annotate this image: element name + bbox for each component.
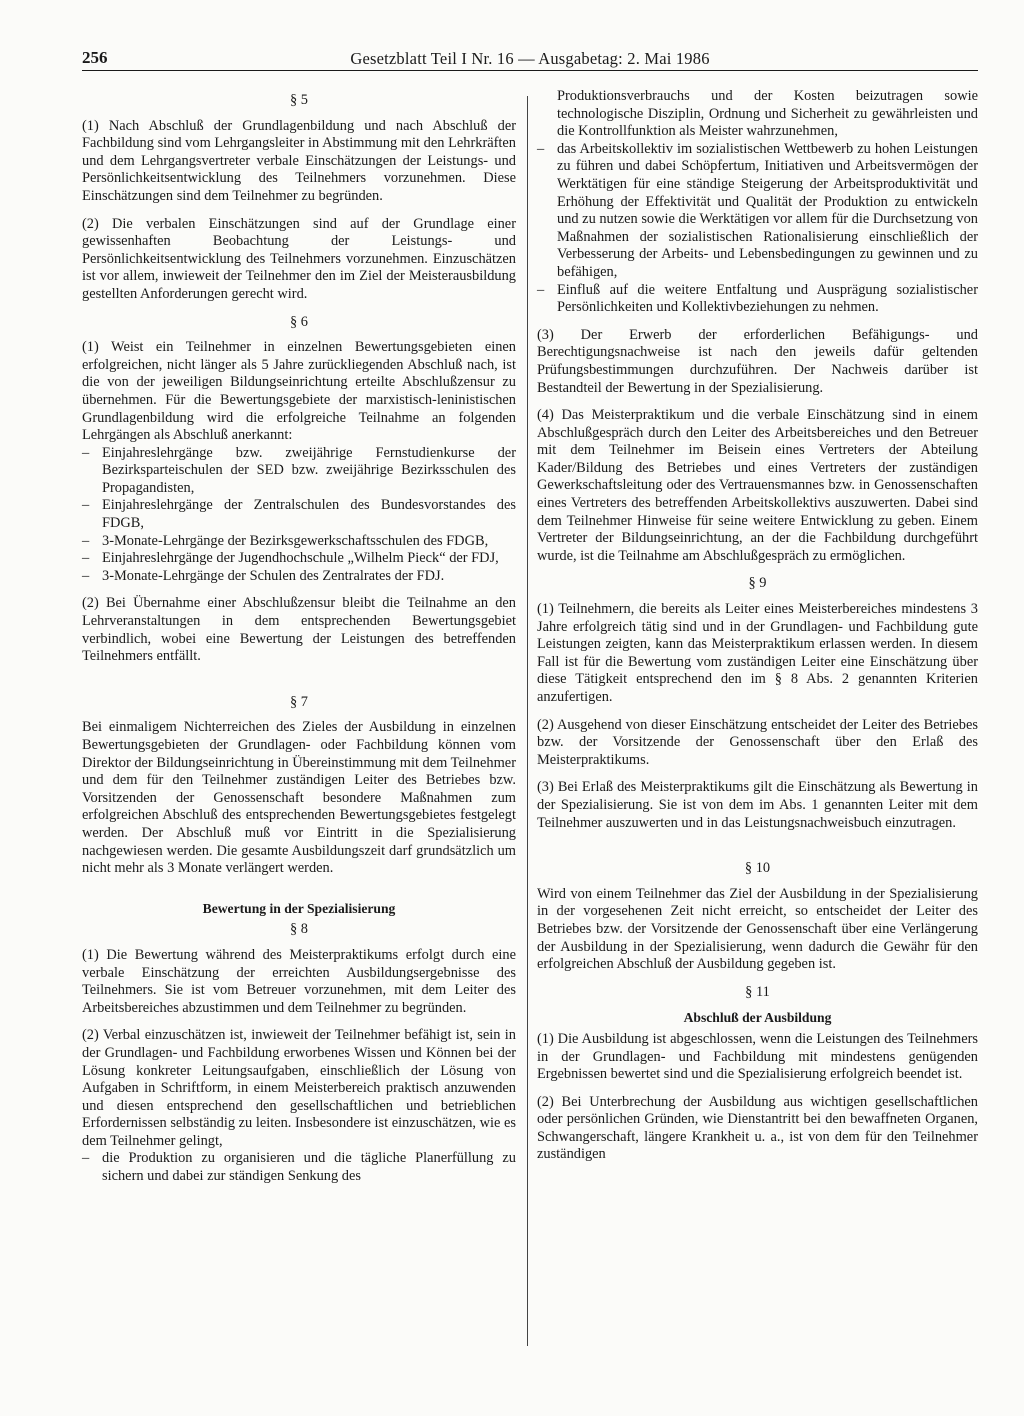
list-item: – Einjahreslehrgänge bzw. zweijährige Fernstudienkurse der Bezirksparteischulen der SED bzw. zweijährige Bezirksschulen des Propagandisten, — [82, 445, 516, 498]
list-item: – Einfluß auf die weitere Entfaltung und Ausprägung sozialistischer Persönlichkeiten und Kollektivbeziehungen zu nehmen. — [537, 282, 978, 317]
list-item: – die Produktion zu organisieren und die tägliche Planerfüllung zu sichern und dabei zur ständigen Senkung des — [82, 1150, 516, 1185]
page-number: 256 — [82, 48, 108, 67]
paragraph: (2) Bei Unterbrechung der Ausbildung aus wichtigen gesellschaftlichen oder persönlichen Gründen, wie Dienstantritt bei den bewaffneten Organen, Schwangerschaft, längere Krankheit u. a., ist von dem für den Teilnehmer zuständigen — [537, 1093, 978, 1163]
subheading-abschluss: Abschluß der Ausbildung — [683, 1010, 832, 1026]
paragraph: (2) Verbal einzuschätzen ist, inwieweit der Teilnehmer befähigt ist, sein in der Grundlagen- und Fachbildung erworbenes Wissen und Können bei der Lösung konkreter Leitungsaufgaben, einschließlich der Lösung von Aufgaben in Schriftform, in einem Meisterbereich praktisch anzuwenden und diesen entsprechend den gesellschaftlichen und betrieblichen Erfordernissen selbständig zu leiten. Insbesondere ist einzuschätzen, wie es dem Teilnehmer gelingt, — [82, 1027, 516, 1149]
dash-list — [82, 1150, 516, 1185]
subheading-spezialisierung: Bewertung in der Spezialisierung — [202, 900, 396, 916]
section-heading-8: § 8 — [290, 921, 308, 938]
list-item: – 3-Monate-Lehrgänge der Bezirksgewerkschaftsschulen des FDGB, — [82, 533, 516, 551]
list-item: – Einjahreslehrgänge der Jugendhochschule „Wilhelm Pieck“ der FDJ, — [82, 550, 516, 568]
paragraph: (1) Die Ausbildung ist abgeschlossen, wenn die Leistungen des Teilnehmers in der Grundlagen- und Fachbildung mit mindestens genügenden Ergebnissen bewertet sind und die Spezialisierung erfolgreich beendet ist. — [537, 1030, 978, 1083]
section-heading-9: § 9 — [748, 575, 767, 592]
paragraph: Wird von einem Teilnehmer das Ziel der Ausbildung in der Spezialisierung in der vorgesehenen Zeit nicht erreicht, so entscheidet der Leiter des Betriebes bzw. der Vorsitzende der Genossenschaft über eine Verlängerung der Ausbildung in der Spezialisierung, wenn dadurch die Gewähr für den erfolgreichen Abschluß der Ausbildung gegeben ist. — [537, 885, 978, 973]
section-heading-11: § 11 — [745, 983, 770, 1000]
dash-list — [537, 141, 978, 317]
list-item: – Einjahreslehrgänge der Zentralschulen des Bundesvorstandes des FDGB, — [82, 497, 516, 532]
gazette-title: Gesetzblatt Teil I Nr. 16 — Ausgabetag: 2. Mai 1986 — [350, 49, 710, 68]
paragraph: (3) Der Erwerb der erforderlichen Befähigungs- und Berechtigungsnachweise ist nach den jeweils dafür geltenden Prüfungsbestimmungen durchzuführen. Der Nachweis darüber ist Bestandteil der Bewertung in der Spezialisierung. — [537, 326, 978, 396]
list-item: – das Arbeitskollektiv im sozialistischen Wettbewerb zu hohen Leistungen zu führen und dabei Schöpfertum, Initiativen und Arbeitsvermögen der Werktätigen für eine ständige Steigerung der Arbeitsproduktivität und Erhöhung der Effektivität und Qualität der Produktion zu entwickeln und zu nutzen sowie die Werktätigen vor allem für die Durchsetzung von Maßnahmen der sozialistischen Rationalisierung einschließlich der Verbesserung der Arbeits- und Lebensbedingungen zu gewinnen und zu befähigen, — [537, 141, 978, 282]
column-divider — [527, 96, 528, 1346]
section-heading-10: § 10 — [744, 860, 771, 877]
paragraph: (1) Teilnehmern, die bereits als Leiter eines Meisterbereiches mindestens 3 Jahre erfolgreich tätig sind und in der Grundlagen- und Fachbildung gute Leistungen zeigten, kann das Meisterpraktikum erlassen werden. In diesem Fall ist für die Bewertung vom zuständigen Leiter eine Einschätzung über diese Tätigkeit entsprechend den im § 8 Abs. 2 genannten Kriterien anzufertigen. — [537, 601, 978, 705]
paragraph: (2) Die verbalen Einschätzungen sind auf der Grundlage einer gewissenhaften Beobachtung der Leistungs- und Persönlichkeitsentwicklung des Teilnehmers vorzunehmen. Einzuschätzen ist vor allem, inwieweit der Teilnehmer den im Ziel der Meisterausbildung gestellten Anforderungen gerecht wird. — [82, 215, 516, 302]
paragraph: (1) Weist ein Teilnehmer in einzelnen Bewertungsgebieten einen erfolgreichen, nicht länger als 5 Jahre zurückliegenden Abschluß nach, ist die von der jeweiligen Bildungseinrichtung erteilte Abschlußzensur zu übernehmen. Für die Bewertungsgebiete der marxistisch-leninistischen Grundlagenbildung wird die erfolgreiche Teilnahme an folgenden Lehrgängen als Abschluß anerkannt: — [82, 339, 516, 444]
section-heading-7: § 7 — [290, 693, 308, 710]
section-heading-5: § 5 — [290, 92, 308, 108]
page-header — [82, 48, 978, 71]
right-column — [537, 88, 978, 1174]
paragraph: (3) Bei Erlaß des Meisterpraktikums gilt die Einschätzung als Bewertung in der Spezialisierung. Sie ist von dem im Abs. 1 genannten Leiter mit dem Teilnehmer auszuwerten und in das Leistungsnachweisbuch einzutragen. — [537, 779, 978, 831]
list-item: – 3-Monate-Lehrgänge der Schulen des Zentralrates der FDJ. — [82, 568, 516, 586]
dash-list — [82, 445, 516, 586]
list-item-continuation: Produktionsverbrauchs und der Kosten beizutragen sowie technologische Disziplin, Ordnung und Sicherheit zu gewährleisten und die Kontrollfunktion als Meister wahrzunehmen, — [557, 88, 978, 140]
paragraph: (2) Bei Übernahme einer Abschlußzensur bleibt die Teilnahme an den Lehrveranstaltungen in dem entsprechenden Bewertungsgebiet verbindlich, wobei eine Bewertung der Leistungen des betreffenden Teilnehmers entfällt. — [82, 595, 516, 665]
paragraph: Bei einmaligem Nichterreichen des Zieles der Ausbildung in einzelnen Bewertungsgebieten der Grundlagen- oder Fachbildung können vom Direktor der Bildungseinrichtung in Übereinstimmung mit dem Teilnehmer und dem für den Teilnehmer zuständigen Leiter des Betriebes bzw. Vorsitzenden der Genossenschaft besondere Maßnahmen zum erfolgreichen Abschluß des entsprechenden Bewertungsgebietes festgelegt werden. Der Abschluß muß vor Eintritt in die Spezialisierung nachgewiesen werden. Die gesamte Ausbildungszeit darf grundsätzlich um nicht mehr als 3 Monate verlängert werden. — [82, 719, 516, 877]
paragraph: (4) Das Meisterpraktikum und die verbale Einschätzung sind in einem Abschlußgespräch durch den Leiter des Arbeitsbereiches und den Betreuer mit dem Teilnehmer im Beisein eines Vertreters der Abteilung Kader/Bildung des Betriebes und eines Vertreters der zuständigen Gewerkschaftsleitung oder des Vertrauensmannes bzw. in Genossenschaften eines Vertreters des betreffenden Arbeitskollektivs auszuwerten. Dabei sind dem Teilnehmer Hinweise für seine weitere Entwicklung zu geben. Einem Vertreter der Bildungseinrichtung, an der die Fachbildung durchgeführt wurde, ist die Teilnahme am Abschlußgespräch zu ermöglichen. — [537, 407, 978, 564]
paragraph: (1) Nach Abschluß der Grundlagenbildung und nach Abschluß der Fachbildung sind vom Lehrgangsleiter in Abstimmung mit den Lehrkräften und dem Lehrgangsvertreter verbale Einschätzungen der Leistungs- und Persönlichkeitsentwicklung des Teilnehmers vorzunehmen. Diese Einschätzungen sind dem Teilnehmer zu begründen. — [82, 117, 516, 204]
paragraph: (1) Die Bewertung während des Meisterpraktikums erfolgt durch eine verbale Einschätzung der erreichten Ausbildungsergebnisse des Teilnehmers. Sie ist vom Betreuer vorzunehmen, mit dem Leiter des Arbeitsbereiches abzustimmen und dem Teilnehmer zu begründen. — [82, 946, 516, 1016]
paragraph: (2) Ausgehend von dieser Einschätzung entscheidet der Leiter des Betriebes bzw. der Vorsitzende der Genossenschaft über den Erlaß des Meisterpraktikums. — [537, 716, 978, 768]
left-column — [82, 88, 516, 1196]
section-heading-6: § 6 — [290, 313, 308, 330]
